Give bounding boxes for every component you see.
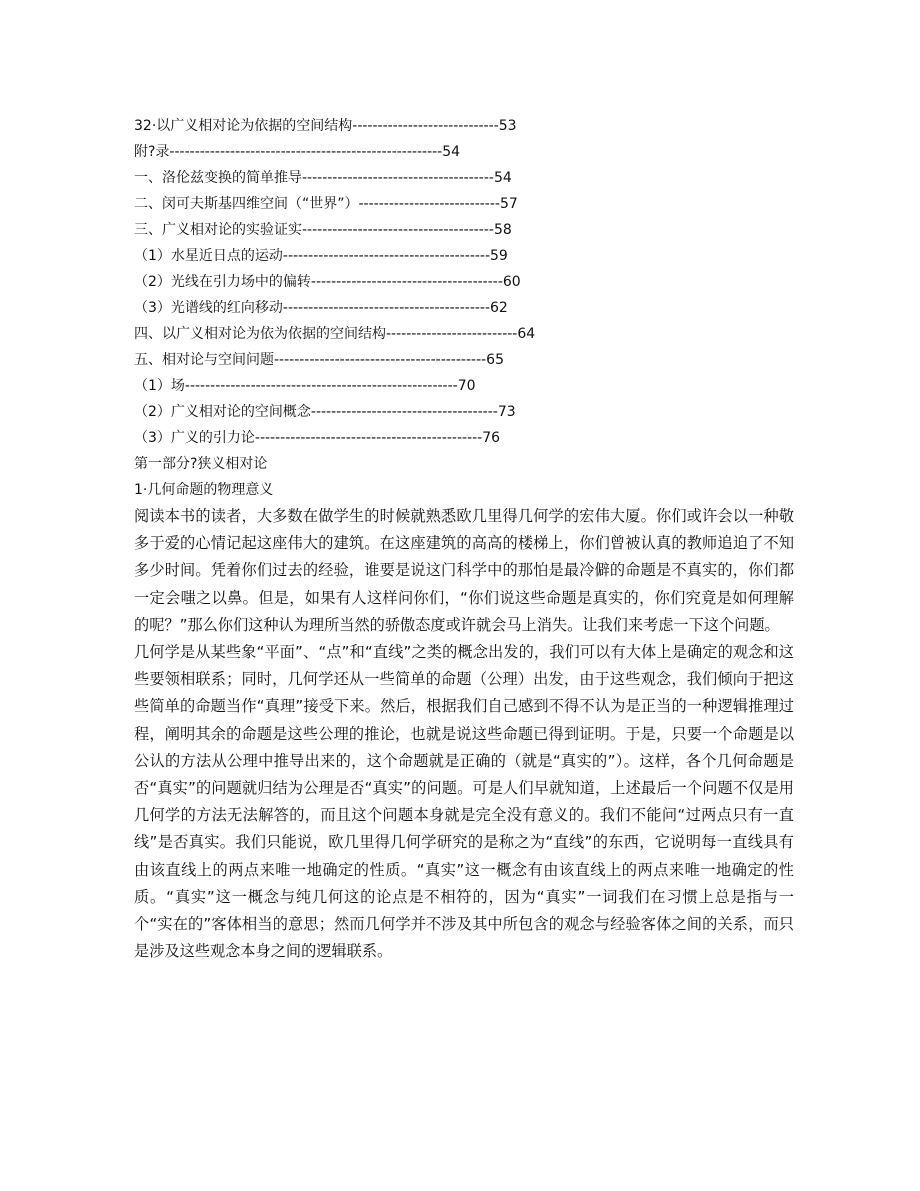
- toc-entry: （1）水星近日点的运动-----------------------------------------59: [134, 248, 508, 264]
- part-heading: 第一部分?狭义相对论: [134, 456, 268, 472]
- toc-entry: 一、洛伦兹变换的简单推导--------------------------------------54: [134, 170, 512, 186]
- document-page: [134, 113, 794, 965]
- toc-entry: （1）场------------------------------------------------------70: [134, 378, 476, 394]
- toc-entry: 三、广义相对论的实验证实--------------------------------------58: [134, 222, 512, 238]
- toc-entry: 五、相对论与空间问题------------------------------------------65: [134, 352, 504, 368]
- toc-entry: 二、闵可夫斯基四维空间（“世界”）----------------------------57: [134, 196, 518, 212]
- toc-entry: （2）广义相对论的空间概念-------------------------------------73: [134, 404, 516, 420]
- body-paragraph: 几何学是从某些象“平面”、“点”和“直线”之类的概念出发的，我们可以有大体上是确定的观念和这些要领相联系；同时，几何学还从一些简单的命题（公理）出发，由于这些观念，我们倾向于把这些简单的命题当作“真理”接受下来。然后，根据我们自己感到不得不认为是正当的一种逻辑推理过程，阐明其余的命题是这些公理的推论，也就是说这些命题已得到证明。于是，只要一个命题是以公认的方法从公理中推导出来的，这个命题就是正确的（就是“真实的”）。这样，各个几何命题是否“真实”的问题就归结为公理是否“真实”的问题。可是人们早就知道，上述最后一个问题不仅是用几何学的方法无法解答的，而且这个问题本身就是完全没有意义的。我们不能问“过两点只有一直线”是否真实。我们只能说，欧几里得几何学研究的是称之为“直线”的东西，它说明每一直线具有由该直线上的两点来唯一地确定的性质。“真实”这一概念有由该直线上的两点来唯一地确定的性质。“真实”这一概念与纯几何这的论点是不相符的，因为“真实”一词我们在习惯上总是指与一个“实在的”客体相当的意思；然而几何学并不涉及其中所包含的观念与经验客体之间的关系，而只是涉及这些观念本身之间的逻辑联系。: [134, 643, 794, 961]
- body-paragraph: 阅读本书的读者，大多数在做学生的时候就熟悉欧几里得几何学的宏伟大厦。你们或许会以一种敬多于爱的心情记起这座伟大的建筑。在这座建筑的高高的楼梯上，你们曾被认真的教师追迫了不知多少时间。凭着你们过去的经验，谁要是说这门科学中的那怕是最冷僻的命题是不真实的，你们都一定会嗤之以鼻。但是，如果有人这样问你们，“你们说这些命题是真实的，你们究竟是如何理解的呢？”那么你们这种认为理所当然的骄傲态度或许就会马上消失。让我们来考虑一下这个问题。: [134, 507, 794, 634]
- toc-entry: 四、以广义相对论为依为依据的空间结构--------------------------64: [134, 326, 536, 342]
- section-heading: 1·几何命题的物理意义: [134, 482, 274, 498]
- toc-entry: （3）光谱线的红向移动-----------------------------------------62: [134, 300, 508, 316]
- toc-entry: 32·以广义相对论为依据的空间结构-----------------------------53: [134, 118, 517, 134]
- toc-entry: （3）广义的引力论---------------------------------------------76: [134, 430, 501, 446]
- toc-entry: 附?录------------------------------------------------------54: [134, 144, 461, 160]
- toc-entry: （2）光线在引力场中的偏转--------------------------------------60: [134, 274, 521, 290]
- table-of-contents: [134, 113, 794, 451]
